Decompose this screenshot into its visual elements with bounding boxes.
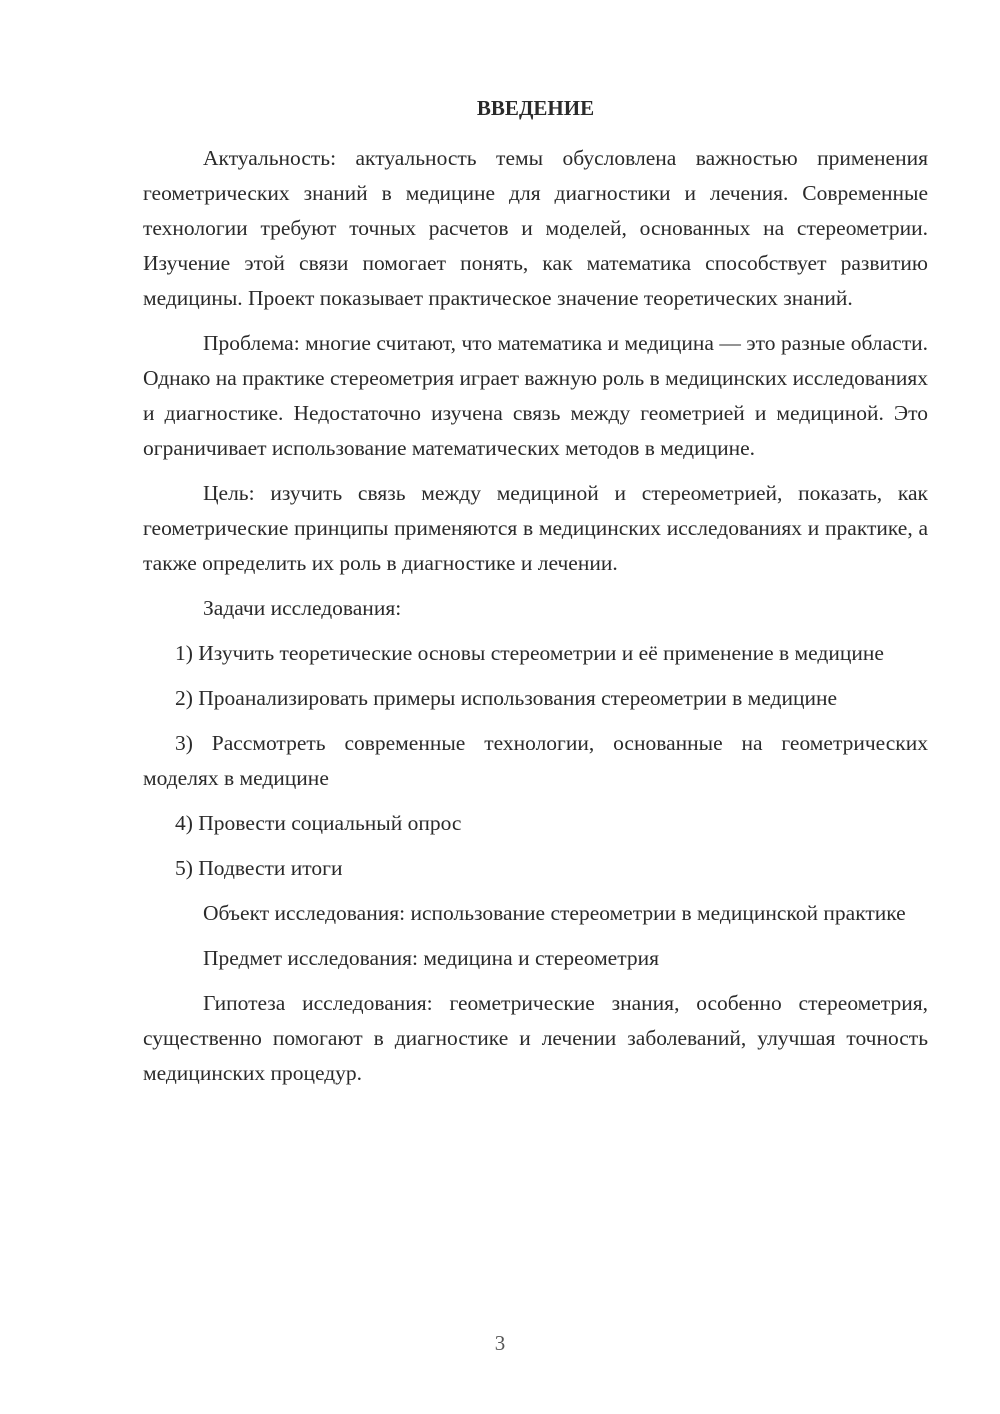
task-item-3: 3) Рассмотреть современные технологии, основанные на геометрических моделях в медицине [143, 731, 928, 790]
paragraph-tasks-heading: Задачи исследования: [203, 596, 402, 620]
paragraph-problem: Проблема: многие считают, что математика и медицина — это разные области. Однако на практике стереометрия играет важную роль в медицинских исследованиях и диагностике. Недостаточно изучена связь между геометрией и медициной. Это ограничивает использование математических методов в медицине. [143, 331, 928, 460]
paragraph-relevance: Актуальность: актуальность темы обусловлена важностью применения геометрических знаний в медицине для диагностики и лечения. Современные технологии требуют точных расчетов и моделей, основанных на стереометрии. Изучение этой связи помогает понять, как математика способствует развитию медицины. Проект показывает практическое значение теоретических знаний. [143, 146, 928, 310]
page-number: 3 [494, 1331, 506, 1355]
paragraph-hypothesis: Гипотеза исследования: геометрические знания, особенно стереометрия, существенно помогают в диагностике и лечении заболеваний, улучшая точность медицинских процедур. [143, 991, 928, 1085]
document-body [143, 92, 928, 1101]
paragraph-subject: Предмет исследования: медицина и стереометрия [203, 946, 660, 970]
paragraph-goal: Цель: изучить связь между медициной и стереометрией, показать, как геометрические принципы применяются в медицинских исследованиях и практике, а также определить их роль в диагностике и лечении. [143, 481, 928, 575]
task-item-4: 4) Провести социальный опрос [175, 811, 462, 835]
task-item-1: 1) Изучить теоретические основы стереометрии и её применение в медицине [175, 641, 884, 665]
task-item-5: 5) Подвести итоги [175, 856, 343, 880]
paragraph-object: Объект исследования: использование стереометрии в медицинской практике [203, 901, 906, 925]
section-title: ВВЕДЕНИЕ [476, 96, 595, 120]
task-item-2: 2) Проанализировать примеры использования стереометрии в медицине [175, 686, 838, 710]
